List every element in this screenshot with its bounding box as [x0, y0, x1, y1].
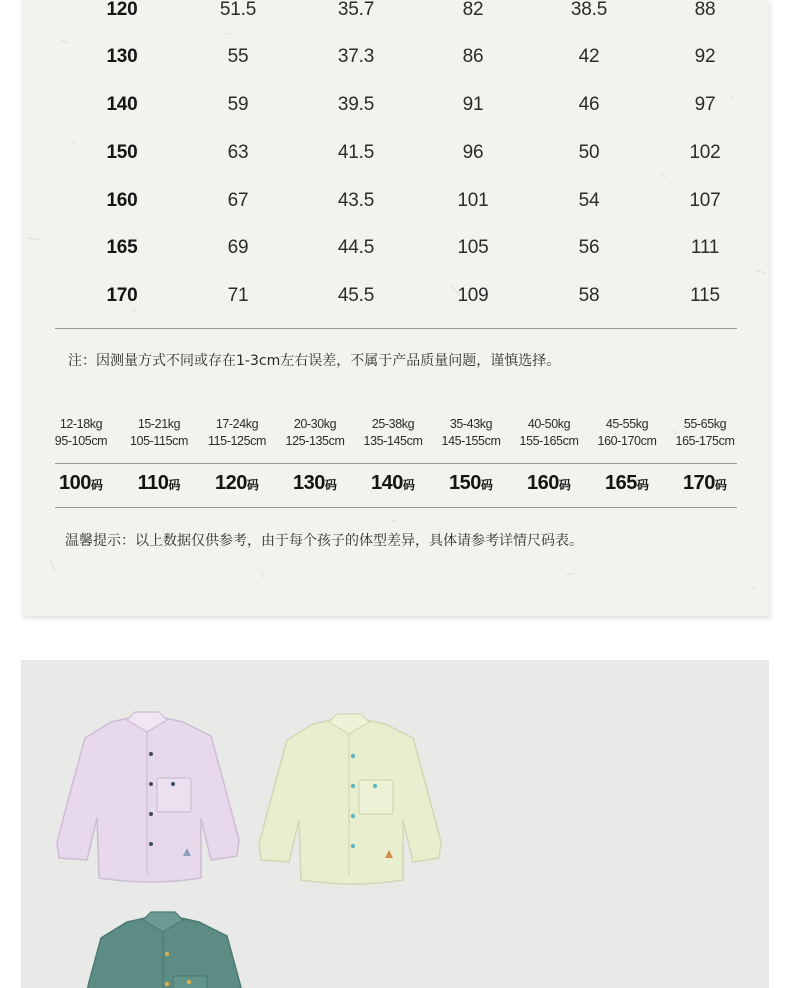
measurement-note: 注：因测量方式不同或存在1-3cm左右误差，不属于产品质量问题，谨慎选择。 [68, 353, 561, 369]
height-cell: 150 [106, 142, 138, 163]
weight-range: 35-43kg [449, 417, 493, 431]
table-row [55, 189, 737, 219]
size-guide-column [354, 416, 432, 450]
size-code-number: 140 [371, 472, 403, 494]
height-range: 115-125cm [207, 434, 266, 448]
table-cell: 105 [457, 237, 489, 258]
size-code [120, 472, 198, 495]
weight-range: 20-30kg [293, 417, 337, 431]
size-code [42, 472, 120, 495]
table-cell: 101 [457, 190, 489, 211]
table-cell: 50 [578, 142, 600, 163]
size-guide-column [588, 416, 666, 450]
guide-divider-top [55, 463, 737, 464]
shirt-teal [67, 910, 263, 988]
weight-range: 45-55kg [605, 417, 649, 431]
table-row [55, 141, 737, 171]
table-cell: 58 [578, 285, 600, 306]
guide-divider-bottom [55, 507, 737, 508]
weight-range: 15-21kg [137, 417, 181, 431]
height-range: 145-155cm [441, 434, 501, 448]
table-cell: 71 [227, 285, 249, 306]
table-cell: 109 [457, 285, 489, 306]
height-range: 135-145cm [363, 434, 423, 448]
size-code-unit: 码 [90, 478, 103, 492]
table-cell: 35.7 [337, 0, 375, 20]
shirt-mint [253, 712, 449, 888]
height-range: 160-170cm [597, 434, 657, 448]
height-range: 165-175cm [675, 434, 735, 448]
table-cell: 54 [578, 190, 600, 211]
table-cell: 43.5 [337, 190, 375, 211]
table-cell: 39.5 [337, 94, 375, 115]
size-code-number: 150 [449, 472, 481, 494]
size-code-number: 170 [683, 472, 715, 494]
size-code-number: 110 [137, 472, 169, 494]
table-cell: 44.5 [337, 237, 375, 258]
table-cell: 59 [227, 94, 249, 115]
height-cell: 140 [106, 94, 138, 115]
size-guide-column [510, 416, 588, 450]
weight-range: 40-50kg [527, 417, 571, 431]
size-code [588, 472, 666, 495]
table-cell: 96 [462, 142, 484, 163]
table-cell: 97 [694, 94, 716, 115]
height-range: 155-165cm [519, 434, 579, 448]
table-cell: 91 [462, 94, 484, 115]
size-guide-column [120, 416, 198, 450]
tip-text: 温馨提示：以上数据仅供参考，由于每个孩子的体型差异，具体请参考详情尺码表。 [65, 533, 583, 549]
weight-range: 25-38kg [371, 417, 415, 431]
table-row [55, 93, 737, 123]
table-cell: 51.5 [219, 0, 257, 20]
table-cell: 115 [690, 285, 720, 306]
size-guide-column [666, 416, 744, 450]
size-code-unit: 码 [168, 478, 181, 492]
table-cell: 69 [227, 237, 249, 258]
shirt-lavender [51, 710, 247, 886]
height-cell: 130 [106, 46, 138, 67]
table-cell: 42 [578, 46, 600, 67]
size-code [510, 472, 588, 495]
height-range: 125-135cm [285, 434, 345, 448]
table-cell: 55 [227, 46, 249, 67]
table-cell: 56 [578, 237, 600, 258]
size-code-unit: 码 [402, 478, 415, 492]
table-cell: 107 [689, 190, 721, 211]
size-code-unit: 码 [636, 478, 649, 492]
table-cell: 102 [689, 142, 721, 163]
table-cell: 88 [694, 0, 716, 20]
size-code-number: 130 [293, 472, 325, 494]
table-cell: 37.3 [337, 46, 375, 67]
size-guide-column [276, 416, 354, 450]
table-cell: 45.5 [337, 285, 375, 306]
size-code [198, 472, 276, 495]
product-photo [21, 660, 769, 988]
height-cell: 160 [106, 190, 138, 211]
size-code-number: 160 [527, 472, 559, 494]
size-code-number: 165 [605, 472, 637, 494]
table-cell: 38.5 [570, 0, 608, 20]
table-cell: 111 [690, 237, 720, 258]
size-code-number: 100 [59, 472, 91, 494]
size-code-number: 120 [215, 472, 247, 494]
weight-range: 55-65kg [683, 417, 727, 431]
table-cell: 46 [578, 94, 600, 115]
weight-range: 12-18kg [59, 417, 103, 431]
size-guide-column [42, 416, 120, 450]
table-row [55, 45, 737, 75]
table-cell: 67 [227, 190, 249, 211]
size-code-unit: 码 [714, 478, 727, 492]
table-row [55, 284, 737, 314]
size-code [666, 472, 744, 495]
table-cell: 86 [462, 46, 484, 67]
height-cell: 170 [106, 285, 138, 306]
height-range: 95-105cm [54, 434, 108, 448]
table-divider [55, 328, 737, 329]
size-code-unit: 码 [558, 478, 571, 492]
table-cell: 63 [227, 142, 249, 163]
table-row [55, 236, 737, 266]
table-row [55, 0, 737, 28]
height-cell: 165 [106, 237, 138, 258]
size-chart-card [21, 0, 769, 616]
height-cell: 120 [106, 0, 138, 20]
size-guide-column [432, 416, 510, 450]
size-code-unit: 码 [480, 478, 493, 492]
height-range: 105-115cm [129, 434, 188, 448]
table-cell: 82 [462, 0, 484, 20]
size-code-unit: 码 [246, 478, 259, 492]
table-cell: 41.5 [337, 142, 375, 163]
size-code [354, 472, 432, 495]
weight-range: 17-24kg [215, 417, 259, 431]
size-code [432, 472, 510, 495]
size-code [276, 472, 354, 495]
size-guide-column [198, 416, 276, 450]
size-code-unit: 码 [324, 478, 337, 492]
table-cell: 92 [694, 46, 716, 67]
